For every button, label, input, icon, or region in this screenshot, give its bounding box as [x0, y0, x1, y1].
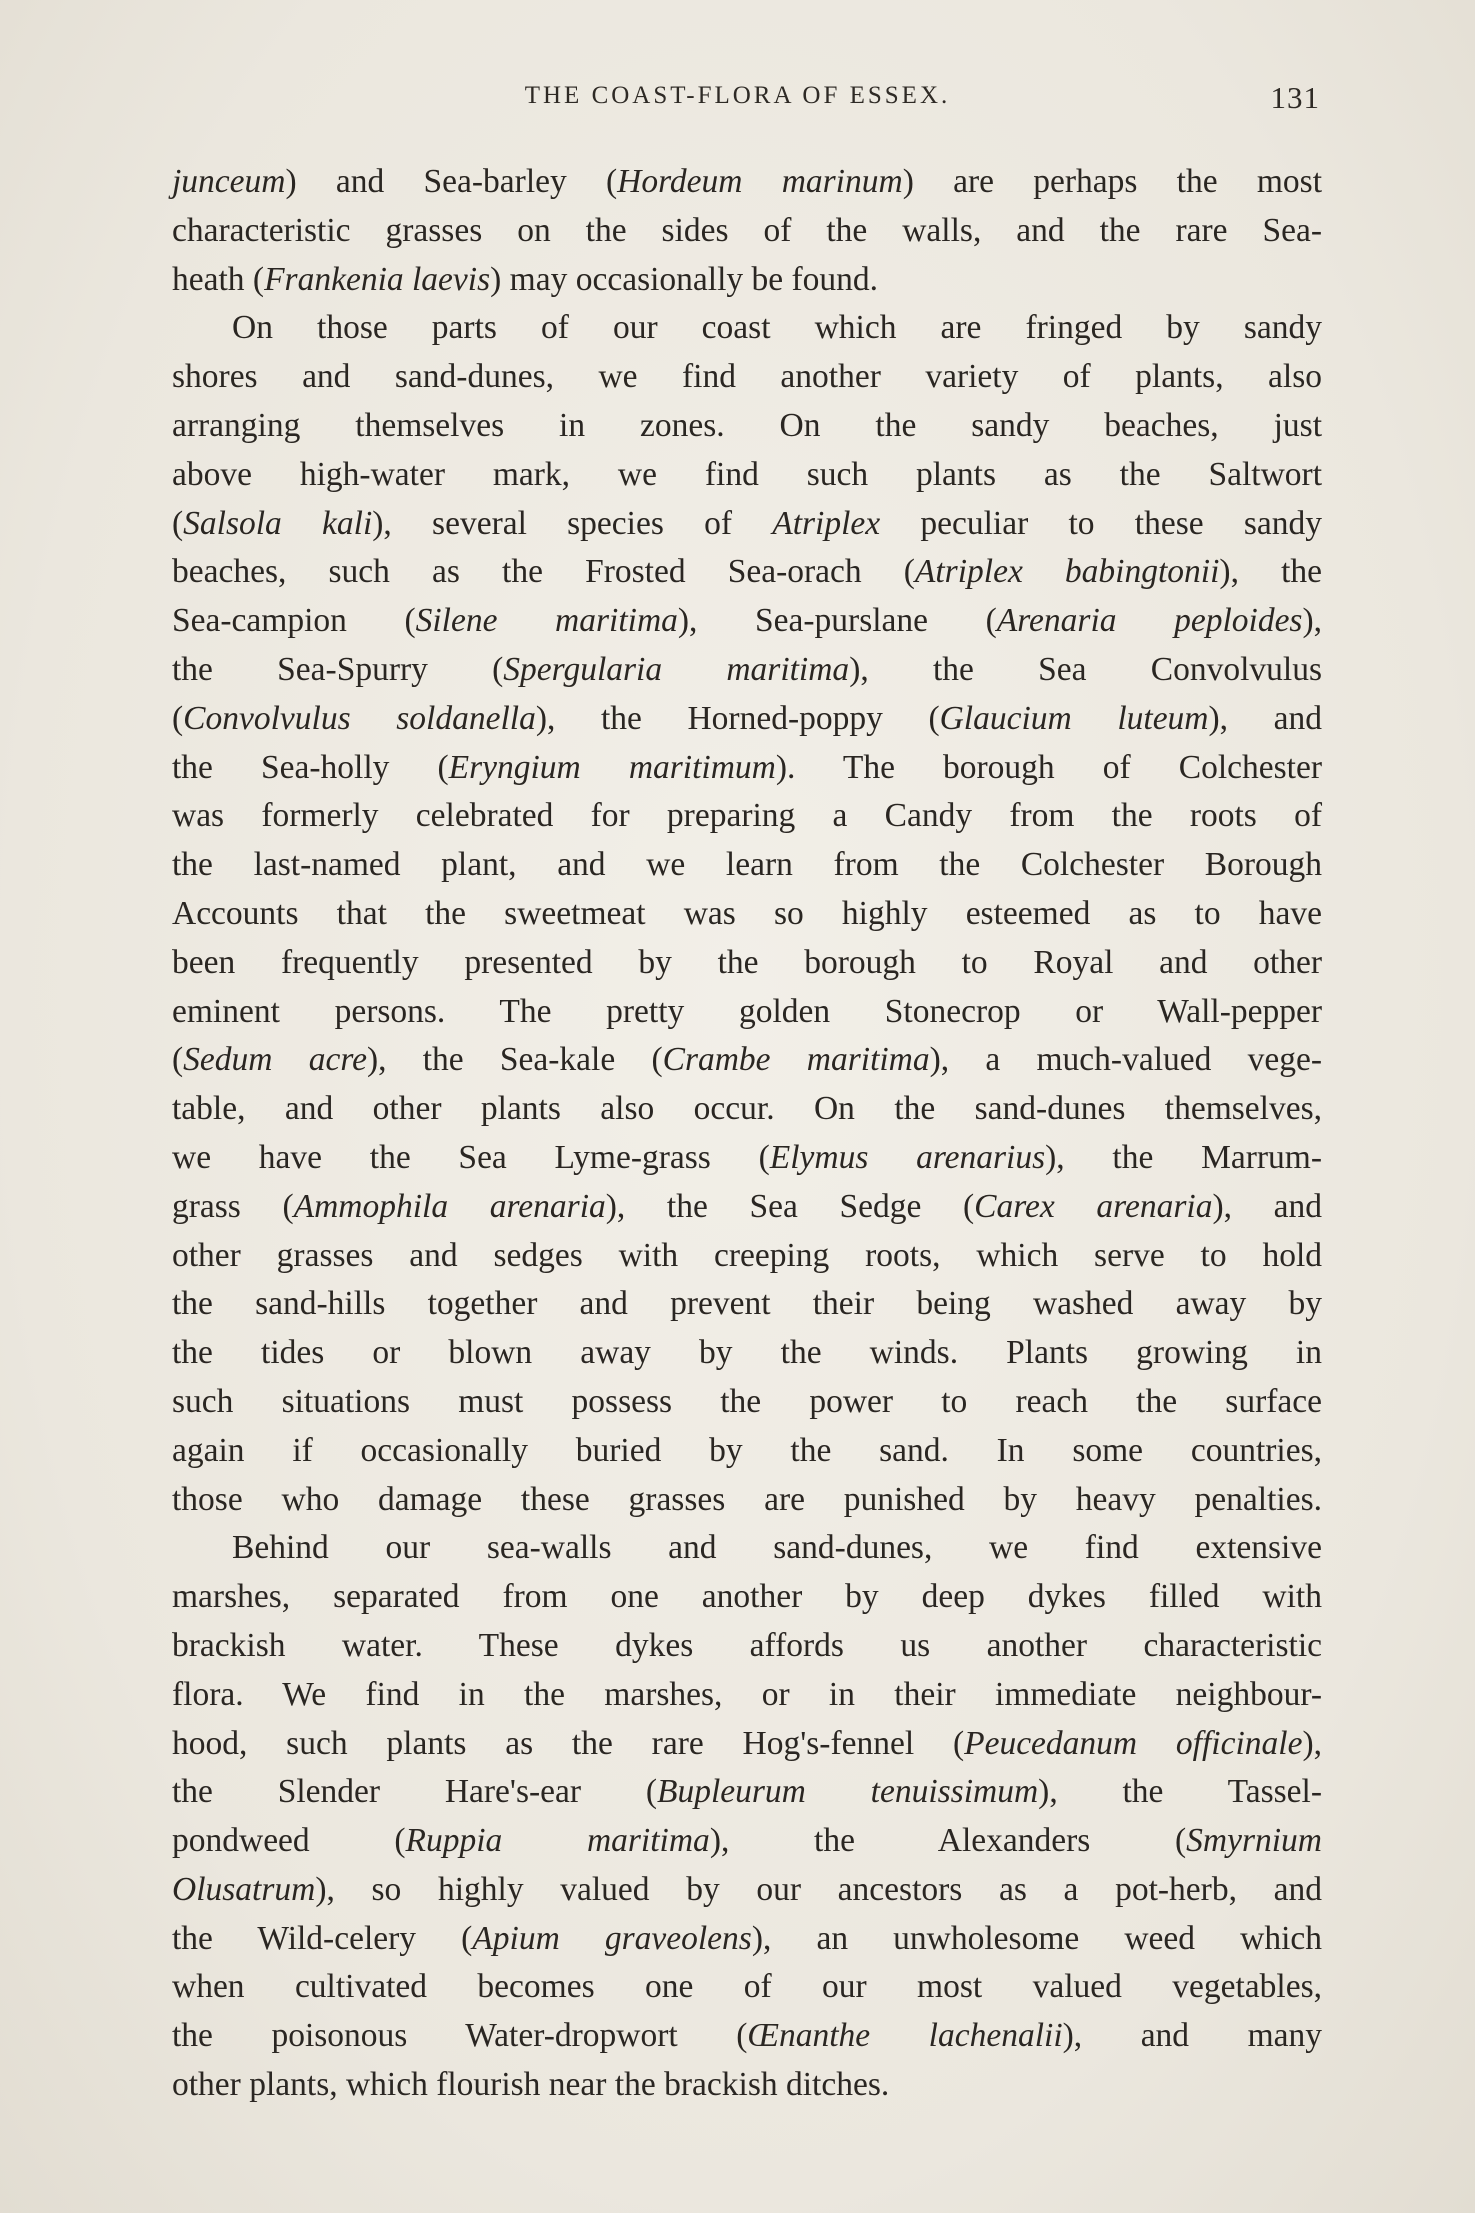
text-span: ), the Tassel-: [1038, 1773, 1323, 1811]
text-line: [172, 1622, 1322, 1671]
text-span: the tides or blown away by the winds. Plants growing in: [172, 1334, 1322, 1372]
text-line: [172, 1963, 1322, 2012]
text-span: the poisonous Water-dropwort (: [172, 2017, 748, 2055]
text-span: the Wild-celery (: [172, 1919, 473, 1957]
text-span: ) may occasionally be found.: [490, 260, 879, 298]
text-span: table, and other plants also occur. On the sand-dunes themselves,: [172, 1090, 1322, 1128]
text-line: [172, 1232, 1322, 1281]
italic-botanical-name: Convolvulus soldanella: [183, 699, 536, 737]
text-span: Accounts that the sweetmeat was so highly esteemed as to have: [172, 894, 1322, 932]
text-span: ) and Sea-barley (: [285, 163, 618, 200]
text-line: [172, 1866, 1322, 1915]
text-span: other plants, which flourish near the brackish ditches.: [172, 2066, 890, 2104]
italic-botanical-name: Sedum acre: [183, 1041, 367, 1079]
text-line: [172, 1183, 1322, 1232]
italic-botanical-name: Peucedanum officinale: [964, 1724, 1303, 1762]
text-line: [172, 1524, 1322, 1573]
text-span: above high-water mark, we find such plants as the Saltwort: [172, 455, 1322, 493]
italic-botanical-name: Salsola kali: [183, 504, 373, 542]
text-line: [172, 1768, 1322, 1817]
text-span: ), and: [1212, 1187, 1322, 1225]
italic-botanical-name: Arenaria peploides: [996, 602, 1303, 640]
text-span: ), the Sea Sedge (: [605, 1187, 975, 1225]
text-span: ), the: [1219, 553, 1322, 591]
italic-botanical-name: Atriplex babingtonii: [914, 553, 1220, 591]
text-span: such situations must possess the power to reach the surface: [172, 1382, 1322, 1420]
text-span: ), the Horned-poppy (: [535, 699, 940, 737]
italic-botanical-name: Hordeum marinum: [617, 163, 903, 200]
italic-botanical-name: Glaucium luteum: [939, 699, 1209, 737]
text-line: [172, 890, 1322, 939]
text-line: [172, 988, 1322, 1037]
text-line: [172, 1134, 1322, 1183]
text-line: [172, 744, 1322, 793]
text-line: [172, 792, 1322, 841]
text-line: [172, 548, 1322, 597]
text-span: ),: [1302, 602, 1323, 640]
text-span: those who damage these grasses are punished by heavy penalties.: [172, 1480, 1322, 1518]
italic-botanical-name: Eryngium maritimum: [448, 748, 776, 786]
text-span: ), and: [1208, 699, 1323, 737]
text-span: ), the Marrum-: [1045, 1138, 1323, 1176]
text-line: [172, 402, 1322, 451]
text-span: ), several species of: [372, 504, 773, 542]
italic-botanical-name: Apium graveolens: [472, 1919, 752, 1957]
text-span: the last-named plant, and we learn from the Colchester Borough: [172, 846, 1322, 884]
page-number: 131: [1270, 80, 1320, 115]
text-span: characteristic grasses on the sides of the walls, and the rare Sea-: [172, 211, 1322, 249]
text-line: [172, 1915, 1322, 1964]
text-span: other grasses and sedges with creeping roots, which serve to hold: [172, 1236, 1322, 1274]
text-span: been frequently presented by the borough to Royal and other: [172, 943, 1322, 981]
italic-botanical-name: Elymus arenarius: [769, 1138, 1046, 1176]
text-span: ). The borough of Colchester: [775, 748, 1322, 786]
text-span: brackish water. These dykes affords us another characteristic: [172, 1626, 1322, 1664]
text-span: (: [172, 504, 184, 542]
italic-botanical-name: Bupleurum tenuissimum: [657, 1773, 1039, 1811]
text-span: marshes, separated from one another by deep dykes filled with: [172, 1578, 1322, 1616]
text-span: Sea-campion (: [172, 602, 416, 640]
text-span: ), a much-valued vege-: [929, 1041, 1323, 1079]
italic-botanical-name: Carex arenaria: [974, 1187, 1213, 1225]
text-line: [172, 1671, 1322, 1720]
text-span: eminent persons. The pretty golden Stonecrop or Wall-pepper: [172, 992, 1322, 1030]
italic-botanical-name: Œnanthe lachenalii: [747, 2017, 1063, 2055]
text-line: [172, 1427, 1322, 1476]
text-line: [172, 2061, 1322, 2110]
text-span: ), the Sea-kale (: [366, 1041, 663, 1079]
text-span: ),: [1302, 1724, 1322, 1762]
text-line: [172, 304, 1322, 353]
text-span: the Slender Hare's-ear (: [172, 1773, 657, 1811]
text-span: again if occasionally buried by the sand. In some countries,: [172, 1431, 1322, 1469]
text-line: [172, 695, 1322, 744]
italic-botanical-name: junceum: [172, 163, 286, 200]
italic-botanical-name: Spergularia maritima: [503, 650, 850, 688]
text-span: hood, such plants as the rare Hog's-fennel (: [172, 1724, 965, 1762]
text-span: the sand-hills together and prevent their being washed away by: [172, 1285, 1322, 1323]
text-span: arranging themselves in zones. On the sandy beaches, just: [172, 406, 1322, 444]
text-span: beaches, such as the Frosted Sea-orach (: [172, 553, 915, 591]
italic-botanical-name: Silene maritima: [415, 602, 678, 640]
text-span: grass (: [172, 1187, 294, 1225]
text-span: ), the Sea Convolvulus: [849, 650, 1322, 688]
text-line: [172, 1036, 1322, 1085]
italic-botanical-name: Ruppia maritima: [405, 1822, 710, 1860]
text-line: [172, 207, 1322, 256]
text-line: [172, 2012, 1322, 2061]
text-span: ), so highly valued by our ancestors as a pot-herb, and: [315, 1870, 1322, 1908]
text-line: [172, 1720, 1322, 1769]
text-span: Behind our sea-walls and sand-dunes, we find extensive: [232, 1529, 1322, 1567]
italic-botanical-name: Ammophila arenaria: [293, 1187, 606, 1225]
text-span: ), an unwholesome weed which: [751, 1919, 1322, 1957]
text-line: [172, 256, 1322, 305]
text-span: heath (: [172, 260, 265, 298]
text-line: [172, 841, 1322, 890]
text-line: [172, 1573, 1322, 1622]
text-span: ) are perhaps the most: [902, 163, 1322, 200]
text-line: [172, 597, 1322, 646]
text-span: (: [172, 699, 184, 737]
text-line: [172, 158, 1322, 207]
italic-botanical-name: Smyrnium: [1186, 1822, 1322, 1860]
text-line: [172, 353, 1322, 402]
text-span: On those parts of our coast which are fringed by sandy: [232, 309, 1322, 347]
text-span: ), and many: [1062, 2017, 1323, 2055]
italic-botanical-name: Frankenia laevis: [264, 260, 491, 298]
text-span: pondweed (: [172, 1822, 406, 1860]
body-text: [172, 158, 1322, 2110]
italic-botanical-name: Crambe maritima: [662, 1041, 930, 1079]
text-span: was formerly celebrated for preparing a Candy from the roots of: [172, 797, 1322, 835]
text-span: shores and sand-dunes, we find another variety of plants, also: [172, 358, 1322, 396]
text-span: ), Sea-purslane (: [677, 602, 997, 640]
text-line: [172, 1476, 1322, 1525]
text-line: [172, 646, 1322, 695]
italic-botanical-name: Olusatrum: [172, 1870, 316, 1908]
text-span: when cultivated becomes one of our most valued vegetables,: [172, 1968, 1322, 2006]
text-span: peculiar to these sandy: [880, 504, 1322, 542]
text-span: the Sea-holly (: [172, 748, 449, 786]
text-line: [172, 1085, 1322, 1134]
text-span: we have the Sea Lyme-grass (: [172, 1138, 770, 1176]
running-title: THE COAST-FLORA OF ESSEX.: [524, 82, 951, 109]
text-line: [172, 1329, 1322, 1378]
italic-botanical-name: Atriplex: [772, 504, 881, 542]
text-span: the Sea-Spurry (: [172, 650, 504, 688]
text-line: [172, 939, 1322, 988]
text-line: [172, 1817, 1322, 1866]
text-line: [172, 1280, 1322, 1329]
running-head: [0, 82, 1475, 122]
text-span: (: [172, 1041, 184, 1079]
text-line: [172, 451, 1322, 500]
text-span: ), the Alexanders (: [709, 1822, 1187, 1860]
text-span: flora. We find in the marshes, or in their immediate neighbour-: [172, 1675, 1322, 1713]
text-line: [172, 1378, 1322, 1427]
text-line: [172, 500, 1322, 549]
